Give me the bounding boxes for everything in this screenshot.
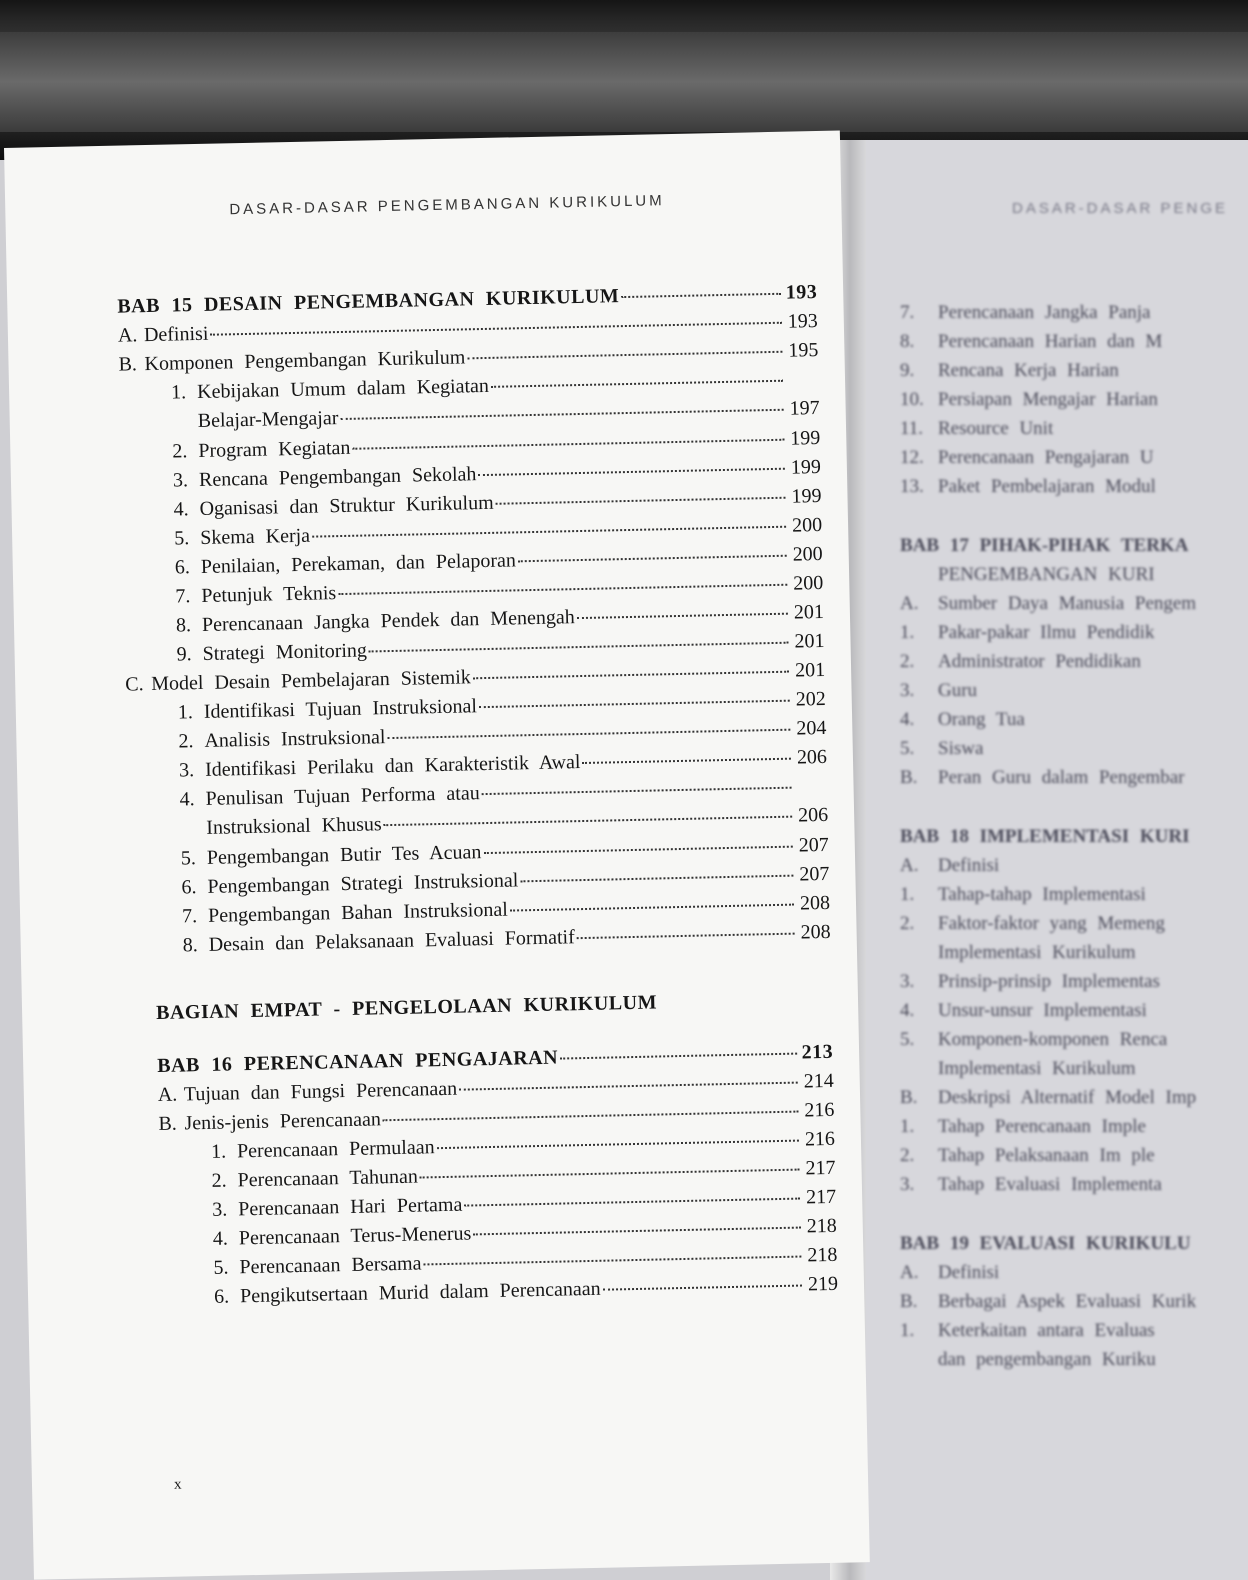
right-toc-entry-number: 2. <box>900 913 915 934</box>
toc-entry-number: 2. <box>172 440 188 463</box>
right-toc-entry-title: Sumber Daya Manusia Pengem <box>938 593 1197 614</box>
toc-entry-number: B. <box>118 353 138 376</box>
toc-entry-number: A. <box>157 1083 178 1106</box>
right-toc-entry-number: 1. <box>900 622 915 643</box>
toc-entry-page: 197 <box>789 396 820 420</box>
dot-leader <box>479 700 790 709</box>
right-toc-entry-title: Perencanaan Pengajaran U <box>938 447 1154 468</box>
right-toc-entry-title: Persiapan Mengajar Harian <box>938 389 1158 410</box>
toc-entry-page: 200 <box>791 513 823 537</box>
toc-entry-title: Skema Kerja <box>199 524 311 549</box>
right-toc-entry-number: 3. <box>900 1174 915 1195</box>
toc-entry-page: 214 <box>803 1069 834 1093</box>
toc-entry-title: Komponen Pengembangan Kurikulum <box>144 346 466 376</box>
right-toc-entry-title: Perencanaan Harian dan M <box>938 331 1163 352</box>
toc-entry-number: 6. <box>181 876 197 899</box>
dot-leader <box>577 613 788 619</box>
toc-entry-title: Instruksional Khusus <box>206 813 382 839</box>
right-toc-entry-title: Tahap Evaluasi Implementa <box>938 1174 1162 1195</box>
dot-leader <box>621 293 781 298</box>
right-toc-entry-title: Tahap-tahap Implementasi <box>938 884 1146 905</box>
toc-entry-number: 3. <box>178 759 195 782</box>
right-toc-entry <box>900 1029 1248 1058</box>
right-toc-entry-title: Keterkaitan antara Evaluas <box>938 1320 1155 1341</box>
spacer <box>900 505 1248 535</box>
right-toc-entry <box>900 535 1248 564</box>
toc-entry-title: Petunjuk Teknis <box>201 582 337 607</box>
dot-leader <box>464 1198 800 1207</box>
right-toc-entry-number: 7. <box>900 302 915 323</box>
toc-entry-page: 195 <box>788 338 819 362</box>
right-toc-entry-number: 2. <box>900 1145 915 1166</box>
toc-entry-page: 201 <box>793 600 825 624</box>
toc-entry-number: 2. <box>178 730 194 753</box>
toc-entry-page: 206 <box>797 803 829 827</box>
toc-entry-page: 216 <box>804 1098 835 1122</box>
right-toc-entry-title: Implementasi Kurikulum <box>938 942 1136 963</box>
right-toc-entry-title: Implementasi Kurikulum <box>938 1058 1136 1079</box>
running-head: DASAR-DASAR PENGEMBANGAN KURIKULUM <box>229 192 665 219</box>
toc-entry-page: 216 <box>804 1127 836 1151</box>
right-toc-entry-title: Unsur-unsur Implementasi <box>938 1000 1147 1021</box>
right-toc-entry <box>900 855 1248 884</box>
dot-leader <box>312 526 786 538</box>
dot-leader <box>491 380 783 388</box>
right-toc-entry-title: Peran Guru dalam Pengembar <box>938 767 1185 788</box>
right-toc-entry-title: dan pengembangan Kuriku <box>938 1349 1156 1370</box>
toc-entry-page: 201 <box>794 658 826 682</box>
right-toc-entry-number: 1. <box>900 884 915 905</box>
right-toc-entry <box>900 971 1248 1000</box>
toc-entry-title: Perencanaan Tahunan <box>237 1165 419 1192</box>
right-toc-entry-title: Administrator Pendidikan <box>938 651 1141 672</box>
toc-entry-number: 5. <box>213 1256 229 1279</box>
toc-entry-number: 4. <box>179 788 195 811</box>
right-toc-entry <box>900 389 1248 418</box>
dot-leader <box>369 642 789 653</box>
dot-leader <box>352 439 784 450</box>
toc-entry-page <box>785 385 819 386</box>
right-toc-entry-number: 12. <box>900 447 924 468</box>
toc-entry-title: Identifikasi Tujuan Instruksional <box>203 695 478 723</box>
toc-entry-page: 199 <box>790 455 822 479</box>
toc-entry-page: 200 <box>792 542 823 566</box>
toc-entry-page: 218 <box>806 1214 837 1238</box>
toc-entry-title: Belajar-Mengajar <box>197 407 339 432</box>
dot-leader <box>473 1227 801 1236</box>
right-toc-entry-number: 13. <box>900 476 924 497</box>
dot-leader <box>459 1082 798 1091</box>
toc-entry-page: 200 <box>793 571 824 595</box>
table-of-contents <box>117 281 838 1316</box>
toc-entry-page: 217 <box>805 1185 837 1209</box>
right-toc-entry <box>900 651 1248 680</box>
right-toc-entry-title: Berbagai Aspek Evaluasi Kurik <box>938 1291 1197 1312</box>
right-toc-entry-title: BAB 18 IMPLEMENTASI KURI <box>900 826 1190 847</box>
right-toc-entry-number: 3. <box>900 680 915 701</box>
right-toc-entry <box>900 447 1248 476</box>
dot-leader <box>387 729 790 739</box>
toc-entry-title: Penilaian, Perekaman, dan Pelaporan <box>200 549 517 578</box>
toc-entry-title: Penulisan Tujuan Performa atau <box>205 782 480 810</box>
toc-entry-number: 7. <box>181 905 198 928</box>
right-toc-entry-number: B. <box>900 1087 918 1108</box>
toc-entry-number: 2. <box>211 1169 227 1192</box>
toc-entry-number: 5. <box>180 847 197 870</box>
right-toc-entry <box>900 564 1248 593</box>
toc-entry-page: 207 <box>798 833 830 857</box>
right-toc-entry-number: 11. <box>900 418 924 439</box>
toc-group-bab-16 <box>133 1041 838 1317</box>
right-toc-entry <box>900 1000 1248 1029</box>
right-toc-entry-number: B. <box>900 1291 918 1312</box>
toc-entry-title: Pengikutsertaan Murid dalam Perencanaan <box>239 1277 601 1308</box>
dot-leader <box>437 1140 799 1150</box>
dot-leader <box>383 1111 798 1122</box>
right-toc-entry <box>900 680 1248 709</box>
right-toc-entry-number: 5. <box>900 738 915 759</box>
toc-entry-number: 8. <box>182 934 198 957</box>
toc-entry-title: Analisis Instruksional <box>204 726 386 752</box>
right-toc-entry-number: 4. <box>900 1000 915 1021</box>
toc-entry-number: 1. <box>210 1140 227 1163</box>
toc-entry-page: 219 <box>807 1272 839 1296</box>
toc-entry-number: 9. <box>176 643 192 666</box>
right-toc-entry <box>900 1087 1248 1116</box>
right-toc-entry-title: Siswa <box>938 738 984 759</box>
toc-entry-number: 4. <box>212 1227 229 1250</box>
dot-leader <box>478 468 785 476</box>
right-toc-entry <box>900 767 1248 796</box>
toc-entry-title: Perencanaan Jangka Pendek dan Menengah <box>201 606 575 636</box>
toc-entry-title: Kebijakan Umum dalam Kegiatan <box>196 374 490 404</box>
dot-leader <box>560 1053 797 1060</box>
right-toc-entry <box>900 1291 1248 1320</box>
toc-entry-number: 3. <box>172 469 189 492</box>
toc-entry-page: 206 <box>796 745 828 769</box>
right-toc-entry-number: 3. <box>900 971 915 992</box>
right-toc-entry-title: Deskripsi Alternatif Model Imp <box>938 1087 1197 1108</box>
toc-entry-number: 1. <box>177 701 194 724</box>
right-toc-entry-title: Prinsip-prinsip Implementas <box>938 971 1160 992</box>
toc-entry-title: Jenis-jenis Perencanaan <box>184 1108 382 1135</box>
right-toc-entry <box>900 331 1248 360</box>
toc-entry-page: 201 <box>794 629 825 653</box>
right-toc-entry-title: Resource Unit <box>938 418 1054 439</box>
right-toc-entry-title: Definisi <box>938 1262 1000 1283</box>
right-toc-entry-number: B. <box>900 767 918 788</box>
right-toc-entry <box>900 476 1248 505</box>
page-number: x <box>173 1476 182 1493</box>
toc-entry-page: 199 <box>790 426 821 450</box>
right-toc-list <box>900 302 1248 1378</box>
toc-entry-number: 4. <box>173 498 189 521</box>
right-toc-entry-title: Perencanaan Jangka Panja <box>938 302 1151 323</box>
toc-entry-number: B. <box>158 1112 178 1135</box>
toc-entry-page: 204 <box>796 716 827 740</box>
toc-entry-title: Tujuan dan Fungsi Perencanaan <box>183 1077 458 1106</box>
right-toc-entry-title: Orang Tua <box>938 709 1025 730</box>
right-toc-entry <box>900 1233 1248 1262</box>
right-toc-entry <box>900 593 1248 622</box>
toc-entry-page: 207 <box>799 862 830 886</box>
dot-leader <box>384 816 792 827</box>
toc-entry-page: 199 <box>791 484 822 508</box>
right-toc-entry <box>900 1320 1248 1349</box>
toc-entry-page: 202 <box>795 687 826 711</box>
toc-entry-title: Perencanaan Permulaan <box>236 1136 435 1163</box>
toc-entry-title: Pengembangan Strategi Instruksional <box>207 869 519 898</box>
dot-leader <box>496 497 786 505</box>
dot-leader <box>420 1169 800 1179</box>
right-toc-entry <box>900 1116 1248 1145</box>
toc-entry-number: 6. <box>174 556 191 579</box>
right-toc-entry <box>900 942 1248 971</box>
right-toc-entry-number: 10. <box>900 389 924 410</box>
right-toc-entry-title: Tahap Perencanaan Imple <box>938 1116 1146 1137</box>
toc-entry-page: 208 <box>800 920 831 944</box>
right-toc-entry-title: Definisi <box>938 855 1000 876</box>
section-heading-text: BAGIAN EMPAT - PENGELOLAAN KURIKULUM <box>155 991 658 1025</box>
dot-leader <box>577 933 795 940</box>
toc-entry-number: A. <box>117 324 138 347</box>
toc-entry-number: C. <box>125 673 144 696</box>
toc-entry-number: 7. <box>175 585 191 608</box>
right-toc-entry-number: A. <box>900 1262 919 1283</box>
dot-leader <box>338 584 787 595</box>
toc-entry-page: 193 <box>787 309 819 333</box>
right-toc-entry <box>900 302 1248 331</box>
spacer <box>900 796 1248 826</box>
right-toc-entry-number: 8. <box>900 331 915 352</box>
right-toc-entry <box>900 913 1248 942</box>
dot-leader <box>473 671 789 680</box>
spacer <box>900 1203 1248 1233</box>
right-toc-entry-title: Faktor-faktor yang Memeng <box>938 913 1165 934</box>
right-toc-entry-number: 2. <box>900 651 915 672</box>
dot-leader <box>510 904 794 912</box>
dot-leader <box>483 846 792 854</box>
toc-entry-page: 193 <box>785 281 818 304</box>
scanner-top-band <box>0 32 1248 132</box>
toc-entry-number: 6. <box>213 1285 230 1308</box>
right-toc-entry <box>900 738 1248 767</box>
toc-entry-title: Pengembangan Bahan Instruksional <box>207 898 509 927</box>
right-toc-entry <box>900 418 1248 447</box>
right-toc-entry-title: BAB 19 EVALUASI KURIKULU <box>900 1233 1191 1254</box>
dot-leader <box>467 351 782 360</box>
toc-entry-number: 3. <box>212 1198 228 1221</box>
right-toc-entry <box>900 1145 1248 1174</box>
right-toc-entry <box>900 1058 1248 1087</box>
toc-entry-page: 213 <box>801 1040 834 1064</box>
dot-leader <box>582 758 791 764</box>
right-toc-entry <box>900 826 1248 855</box>
toc-entry-number: 1. <box>170 381 187 404</box>
toc-entry-title: Strategi Monitoring <box>202 639 368 665</box>
right-toc-entry-number: 4. <box>900 709 915 730</box>
right-toc-entry-number: 1. <box>900 1116 915 1137</box>
right-toc-entry-number: A. <box>900 855 919 876</box>
right-toc-entry-number: 5. <box>900 1029 915 1050</box>
right-toc-entry <box>900 1262 1248 1291</box>
toc-entry-title: Perencanaan Terus-Menerus <box>238 1222 472 1250</box>
toc-entry-number: 5. <box>173 527 190 550</box>
toc-entry-title: Model Desain Pembelajaran Sistemik <box>151 666 472 696</box>
toc-entry-title: BAB 16 PERENCANAAN PENGAJARAN <box>157 1046 559 1077</box>
dot-leader <box>423 1256 801 1266</box>
right-running-head: DASAR-DASAR PENGE <box>1012 200 1229 217</box>
right-toc-entry <box>900 884 1248 913</box>
toc-entry-title: BAB 15 DESAIN PENGEMBANGAN KURIKULUM <box>117 285 620 318</box>
right-toc-entry-title: Tahap Pelaksanaan Im ple <box>938 1145 1155 1166</box>
right-toc-entry-number: 9. <box>900 360 915 381</box>
toc-entry-page: 217 <box>805 1156 836 1180</box>
right-toc-entry <box>900 622 1248 651</box>
dot-leader <box>518 555 787 563</box>
right-toc-entry <box>900 1174 1248 1203</box>
dot-leader <box>482 787 792 795</box>
toc-entry-number: 8. <box>175 614 192 637</box>
toc-entry-title: Perencanaan Hari Pertama <box>238 1193 463 1221</box>
left-page <box>4 130 870 1579</box>
dot-leader <box>210 322 781 336</box>
right-toc-entry-title: BAB 17 PIHAK-PIHAK TERKA <box>900 535 1189 556</box>
right-toc-entry-title: Komponen-komponen Renca <box>938 1029 1168 1050</box>
right-page <box>860 140 1248 1580</box>
dot-leader <box>603 1285 802 1291</box>
toc-entry-title: Desain dan Pelaksanaan Evaluasi Formatif <box>208 926 576 956</box>
toc-entry-page <box>794 792 828 793</box>
toc-entry-page: 208 <box>799 891 831 915</box>
toc-entry-title: Definisi <box>143 322 209 347</box>
toc-entry-title: Program Kegiatan <box>198 436 351 462</box>
right-toc-entry <box>900 360 1248 389</box>
right-toc-entry <box>900 709 1248 738</box>
right-toc-entry-title: PENGEMBANGAN KURI <box>938 564 1155 585</box>
toc-entry-title: Perencanaan Bersama <box>239 1252 422 1279</box>
right-toc-entry-number: 1. <box>900 1320 915 1341</box>
dot-leader <box>520 875 793 883</box>
right-toc-entry-number: A. <box>900 593 919 614</box>
toc-group-bab-15 <box>117 281 831 965</box>
toc-entry-title: Pengembangan Butir Tes Acuan <box>206 841 482 869</box>
right-toc-entry-title: Paket Pembelajaran Modul <box>938 476 1156 497</box>
right-toc-entry-title: Rencana Kerja Harian <box>938 360 1119 381</box>
toc-entry-page: 218 <box>807 1243 838 1267</box>
right-toc-entry-title: Pakar-pakar Ilmu Pendidik <box>938 622 1155 643</box>
toc-entry-title: Identifikasi Perilaku dan Karakteristik Awal <box>204 751 581 781</box>
toc-entry-title: Oganisasi dan Struktur Kurikulum <box>199 491 494 520</box>
toc-entry-title: Rencana Pengembangan Sekolah <box>198 463 477 491</box>
dot-leader <box>340 409 783 420</box>
right-toc-entry-title: Guru <box>938 680 978 701</box>
right-toc-entry <box>900 1349 1248 1378</box>
